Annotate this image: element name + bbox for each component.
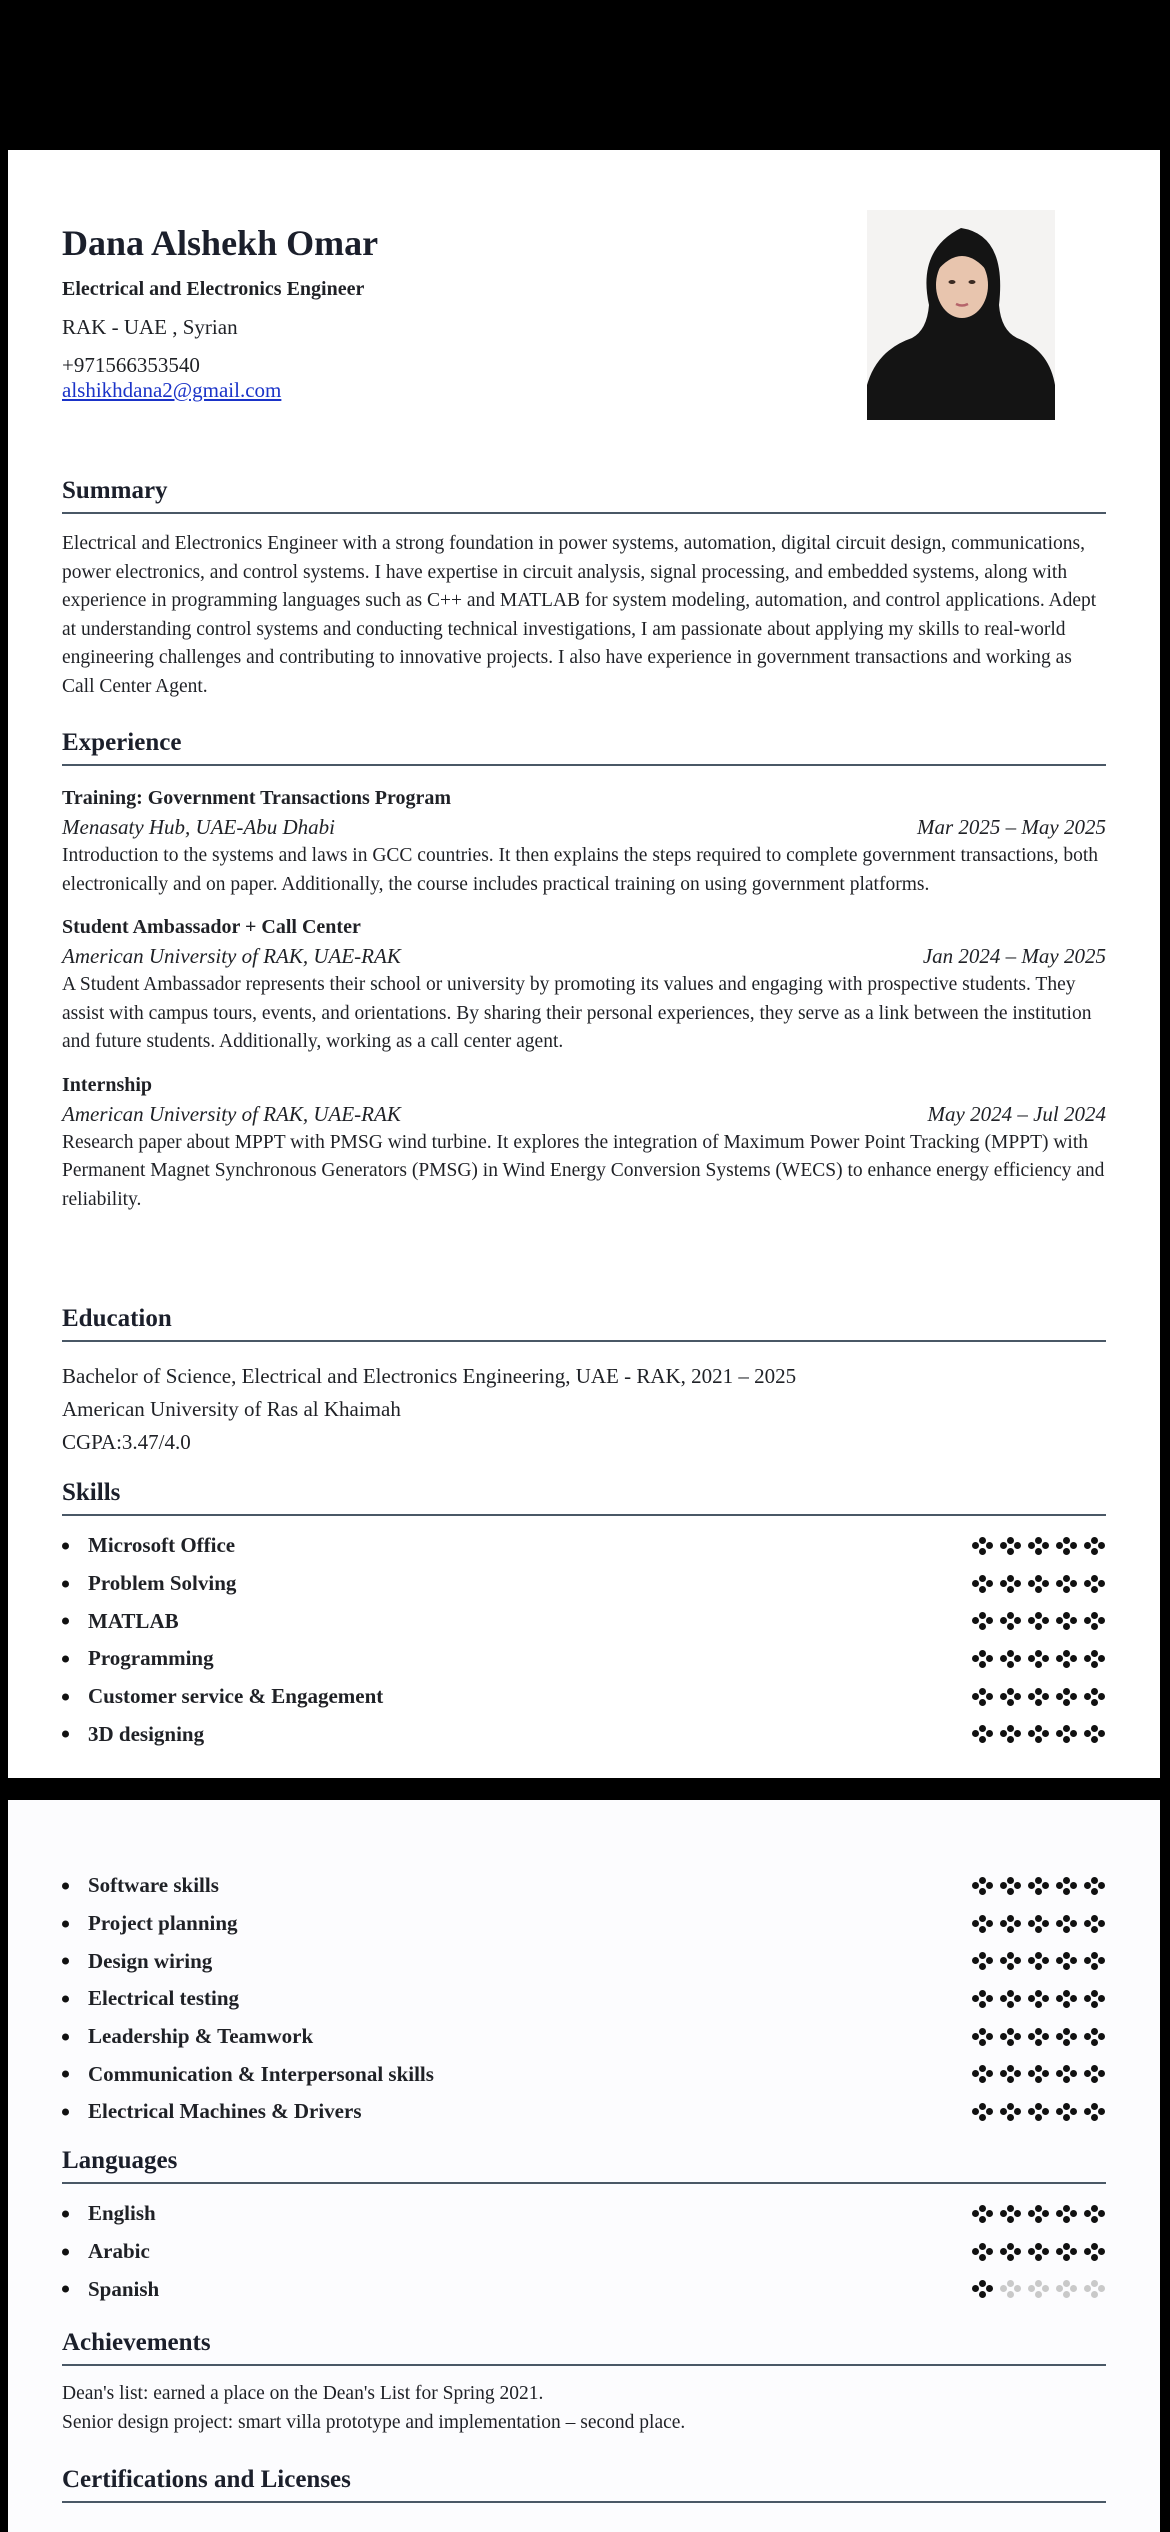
- rating-dot-filled-icon: [1028, 2205, 1050, 2223]
- item-label: Electrical Machines & Drivers: [62, 2099, 362, 2124]
- rating-dots: [972, 1537, 1106, 1555]
- rating-dot-filled-icon: [972, 2243, 994, 2261]
- rating-dots: [972, 1650, 1106, 1668]
- rated-list-item: [62, 1905, 1106, 1943]
- rating-dot-filled-icon: [972, 2205, 994, 2223]
- rated-list-item: [62, 2018, 1106, 2056]
- job-title: Internship: [62, 1073, 153, 1096]
- rating-dot-filled-icon: [1084, 2065, 1106, 2083]
- item-label: Leadership & Teamwork: [62, 2024, 313, 2049]
- skills-list-continued: [62, 1867, 1106, 2131]
- job-description: Research paper about MPPT with PMSG wind turbine. It explores the integration of Maximum Power Point Tracking (MPPT) with Permanent Magnet Synchronous Generators (PMSG) in Wind Energy Conversion Systems (WECS) to enhance energy efficiency and reliability.: [62, 1131, 1105, 1210]
- rating-dot-filled-icon: [1028, 1877, 1050, 1895]
- rating-dot-filled-icon: [1084, 1650, 1106, 1668]
- education-degree: Bachelor of Science, Electrical and Electronics Engineering, UAE - RAK, 2021 – 2025: [62, 1364, 797, 1388]
- job-organization: Menasaty Hub, UAE-Abu Dhabi: [62, 815, 335, 839]
- rating-dot-filled-icon: [1084, 2028, 1106, 2046]
- rating-dots: [972, 1877, 1106, 1895]
- phone-number: +971566353540: [62, 353, 200, 377]
- rated-list-item: [62, 1678, 1106, 1716]
- location: RAK - UAE , Syrian: [62, 315, 238, 339]
- rating-dot-filled-icon: [1056, 1915, 1078, 1933]
- rating-dot-filled-icon: [1084, 1612, 1106, 1630]
- rated-list-item: [62, 1527, 1106, 1565]
- item-label: Spanish: [62, 2277, 159, 2302]
- job-title: Training: Government Transactions Program: [62, 787, 452, 809]
- rating-dot-filled-icon: [972, 1915, 994, 1933]
- rating-dot-filled-icon: [1000, 1688, 1022, 1706]
- rating-dot-filled-icon: [1056, 1575, 1078, 1593]
- item-label: Problem Solving: [62, 1571, 236, 1596]
- rating-dot-empty-icon: [1056, 2280, 1078, 2298]
- rating-dot-filled-icon: [1028, 1650, 1050, 1668]
- rating-dot-filled-icon: [1056, 1877, 1078, 1895]
- languages-list: [62, 2195, 1106, 2308]
- email-link[interactable]: alshikhdana2@gmail.com: [62, 378, 282, 402]
- rating-dot-filled-icon: [1000, 1915, 1022, 1933]
- languages-heading: Languages: [62, 2146, 1106, 2184]
- rating-dot-filled-icon: [1000, 2243, 1022, 2261]
- rated-list-item: [62, 2195, 1106, 2233]
- rated-list-item: [62, 1565, 1106, 1603]
- rating-dot-filled-icon: [1028, 2103, 1050, 2121]
- achievements-heading: Achievements: [62, 2328, 1106, 2366]
- rated-list-item: [62, 1980, 1106, 2018]
- rating-dot-filled-icon: [1028, 1990, 1050, 2008]
- rating-dot-filled-icon: [1000, 1575, 1022, 1593]
- rating-dot-filled-icon: [1028, 2028, 1050, 2046]
- rating-dot-filled-icon: [1084, 1725, 1106, 1743]
- education-gpa: CGPA:3.47/4.0: [62, 1430, 191, 1454]
- rating-dot-filled-icon: [1084, 1952, 1106, 1970]
- rating-dot-filled-icon: [1084, 2205, 1106, 2223]
- skills-list: [62, 1527, 1106, 1753]
- rating-dot-empty-icon: [1000, 2280, 1022, 2298]
- rating-dot-filled-icon: [1084, 1877, 1106, 1895]
- rated-list-item: [62, 2233, 1106, 2271]
- rating-dot-filled-icon: [1000, 2028, 1022, 2046]
- rating-dots: [972, 2028, 1106, 2046]
- job-description: A Student Ambassador represents their school or university by promoting its values and engaging with prospective students. They assist with campus tours, events, and orientations. By sharing their personal experiences, they serve as a link between the institution and future students. Additionally, working as a call center agent.: [62, 974, 1092, 1052]
- item-label: MATLAB: [62, 1609, 179, 1634]
- rating-dot-filled-icon: [972, 2028, 994, 2046]
- rating-dot-filled-icon: [1084, 1537, 1106, 1555]
- rating-dot-filled-icon: [1056, 1952, 1078, 1970]
- rating-dots: [972, 2065, 1106, 2083]
- rating-dot-filled-icon: [972, 1877, 994, 1895]
- resume-page-1: [8, 150, 1160, 1778]
- rating-dot-filled-icon: [1056, 1650, 1078, 1668]
- job-dates: May 2024 – Jul 2024: [927, 1101, 1106, 1126]
- rating-dot-filled-icon: [1000, 1612, 1022, 1630]
- rating-dot-filled-icon: [1000, 2103, 1022, 2121]
- achievement-item: Dean's list: earned a place on the Dean's List for Spring 2021.: [62, 2383, 544, 2404]
- rating-dot-filled-icon: [1084, 1990, 1106, 2008]
- rating-dot-filled-icon: [1028, 2065, 1050, 2083]
- rating-dot-filled-icon: [1056, 1688, 1078, 1706]
- rating-dot-filled-icon: [1084, 2103, 1106, 2121]
- rating-dot-filled-icon: [1056, 2065, 1078, 2083]
- rated-list-item: [62, 1602, 1106, 1640]
- item-label: Electrical testing: [62, 1986, 239, 2011]
- rating-dot-filled-icon: [1056, 1612, 1078, 1630]
- item-label: Software skills: [62, 1873, 219, 1898]
- rating-dot-filled-icon: [972, 2103, 994, 2121]
- job-organization: American University of RAK, UAE-RAK: [62, 1101, 401, 1126]
- item-label: Microsoft Office: [62, 1533, 235, 1558]
- rating-dot-filled-icon: [1056, 2028, 1078, 2046]
- item-label: Project planning: [62, 1911, 238, 1936]
- rating-dot-filled-icon: [1028, 1537, 1050, 1555]
- item-label: Communication & Interpersonal skills: [62, 2062, 434, 2087]
- rating-dot-filled-icon: [1028, 1915, 1050, 1933]
- rating-dot-filled-icon: [1084, 1575, 1106, 1593]
- rating-dot-filled-icon: [1056, 1990, 1078, 2008]
- rating-dot-filled-icon: [1056, 1537, 1078, 1555]
- rating-dot-empty-icon: [1028, 2280, 1050, 2298]
- rating-dot-filled-icon: [972, 1725, 994, 1743]
- job-dates: Jan 2024 – May 2025: [922, 944, 1106, 968]
- rating-dot-filled-icon: [1028, 1952, 1050, 1970]
- item-label: Programming: [62, 1646, 214, 1671]
- rating-dot-filled-icon: [1028, 2243, 1050, 2261]
- rating-dot-filled-icon: [1056, 1725, 1078, 1743]
- education-heading: Education: [62, 1304, 1106, 1342]
- certifications-heading: Certifications and Licenses: [62, 2465, 1106, 2503]
- rated-list-item: [62, 1640, 1106, 1678]
- item-label: 3D designing: [62, 1722, 204, 1747]
- rating-dot-filled-icon: [1000, 1725, 1022, 1743]
- rating-dots: [972, 2103, 1106, 2121]
- job-organization: American University of RAK, UAE-RAK: [62, 944, 401, 968]
- rating-dots: [972, 1952, 1106, 1970]
- rating-dots: [972, 1575, 1106, 1593]
- rating-dot-filled-icon: [1028, 1575, 1050, 1593]
- rating-dot-filled-icon: [972, 1575, 994, 1593]
- achievement-item: Senior design project: smart villa prototype and implementation – second place.: [62, 2411, 686, 2433]
- rating-dot-filled-icon: [972, 1537, 994, 1555]
- experience-item: [62, 784, 1106, 899]
- rating-dot-filled-icon: [1000, 1650, 1022, 1668]
- rating-dot-filled-icon: [972, 1990, 994, 2008]
- summary-heading: Summary: [62, 476, 1106, 514]
- rating-dot-filled-icon: [1000, 2065, 1022, 2083]
- item-label: Arabic: [62, 2239, 150, 2264]
- experience-item: [62, 913, 1106, 1057]
- item-label: Customer service & Engagement: [62, 1684, 383, 1709]
- rating-dot-filled-icon: [1056, 2243, 1078, 2261]
- rating-dots: [972, 1990, 1106, 2008]
- rating-dot-filled-icon: [1056, 2103, 1078, 2121]
- rated-list-item: [62, 1715, 1106, 1753]
- rating-dots: [972, 2243, 1106, 2261]
- rated-list-item: [62, 2270, 1106, 2308]
- education-school: American University of Ras al Khaimah: [62, 1397, 401, 1421]
- rating-dot-filled-icon: [1000, 1877, 1022, 1895]
- rating-dots: [972, 1612, 1106, 1630]
- job-headline: Electrical and Electronics Engineer: [62, 278, 365, 300]
- rating-dot-filled-icon: [1028, 1612, 1050, 1630]
- candidate-name: Dana Alshekh Omar: [62, 223, 379, 263]
- rating-dot-filled-icon: [972, 1612, 994, 1630]
- rating-dots: [972, 2205, 1106, 2223]
- job-title: Student Ambassador + Call Center: [62, 916, 361, 938]
- rating-dot-filled-icon: [1084, 2243, 1106, 2261]
- experience-item: [62, 1071, 1106, 1215]
- rating-dot-filled-icon: [972, 2065, 994, 2083]
- rating-dot-filled-icon: [1000, 1990, 1022, 2008]
- rating-dot-filled-icon: [972, 2280, 994, 2298]
- rating-dot-filled-icon: [972, 1688, 994, 1706]
- job-description: Introduction to the systems and laws in GCC countries. It then explains the steps required to complete government transactions, both electronically and on paper. Additionally, the course includes practical training on using government platforms.: [62, 845, 1098, 895]
- rated-list-item: [62, 1867, 1106, 1905]
- rating-dot-filled-icon: [972, 1952, 994, 1970]
- summary-text: Electrical and Electronics Engineer with a strong foundation in power systems, automation, digital circuit design, communications, power electronics, and control systems. I have expertise in circuit analysis, signal processing, and embedded systems, along with experience in programming languages such as C++ and MATLAB for system modeling, automation, and control applications. Adept at understanding control systems and conducting technical investigations, I am passionate about applying my skills to real-world engineering challenges and contributing to innovative projects. I also have experience in government transactions and working as Call Center Agent.: [62, 533, 1097, 697]
- rating-dot-filled-icon: [1000, 2205, 1022, 2223]
- rating-dot-filled-icon: [1028, 1725, 1050, 1743]
- rating-dot-filled-icon: [1056, 2205, 1078, 2223]
- item-label: Design wiring: [62, 1949, 212, 1974]
- rating-dot-filled-icon: [972, 1650, 994, 1668]
- job-dates: Mar 2025 – May 2025: [917, 815, 1106, 839]
- rated-list-item: [62, 1942, 1106, 1980]
- rating-dots: [972, 2280, 1106, 2298]
- rated-list-item: [62, 2093, 1106, 2131]
- rated-list-item: [62, 2055, 1106, 2093]
- rating-dots: [972, 1688, 1106, 1706]
- item-label: English: [62, 2201, 156, 2226]
- rating-dot-filled-icon: [1084, 1688, 1106, 1706]
- rating-dots: [972, 1915, 1106, 1933]
- rating-dots: [972, 1725, 1106, 1743]
- rating-dot-filled-icon: [1000, 1952, 1022, 1970]
- resume-page-2: [8, 1800, 1160, 2532]
- rating-dot-filled-icon: [1084, 1915, 1106, 1933]
- experience-heading: Experience: [62, 728, 1106, 766]
- rating-dot-filled-icon: [1028, 1688, 1050, 1706]
- skills-heading: Skills: [62, 1478, 1106, 1516]
- rating-dot-empty-icon: [1084, 2280, 1106, 2298]
- rating-dot-filled-icon: [1000, 1537, 1022, 1555]
